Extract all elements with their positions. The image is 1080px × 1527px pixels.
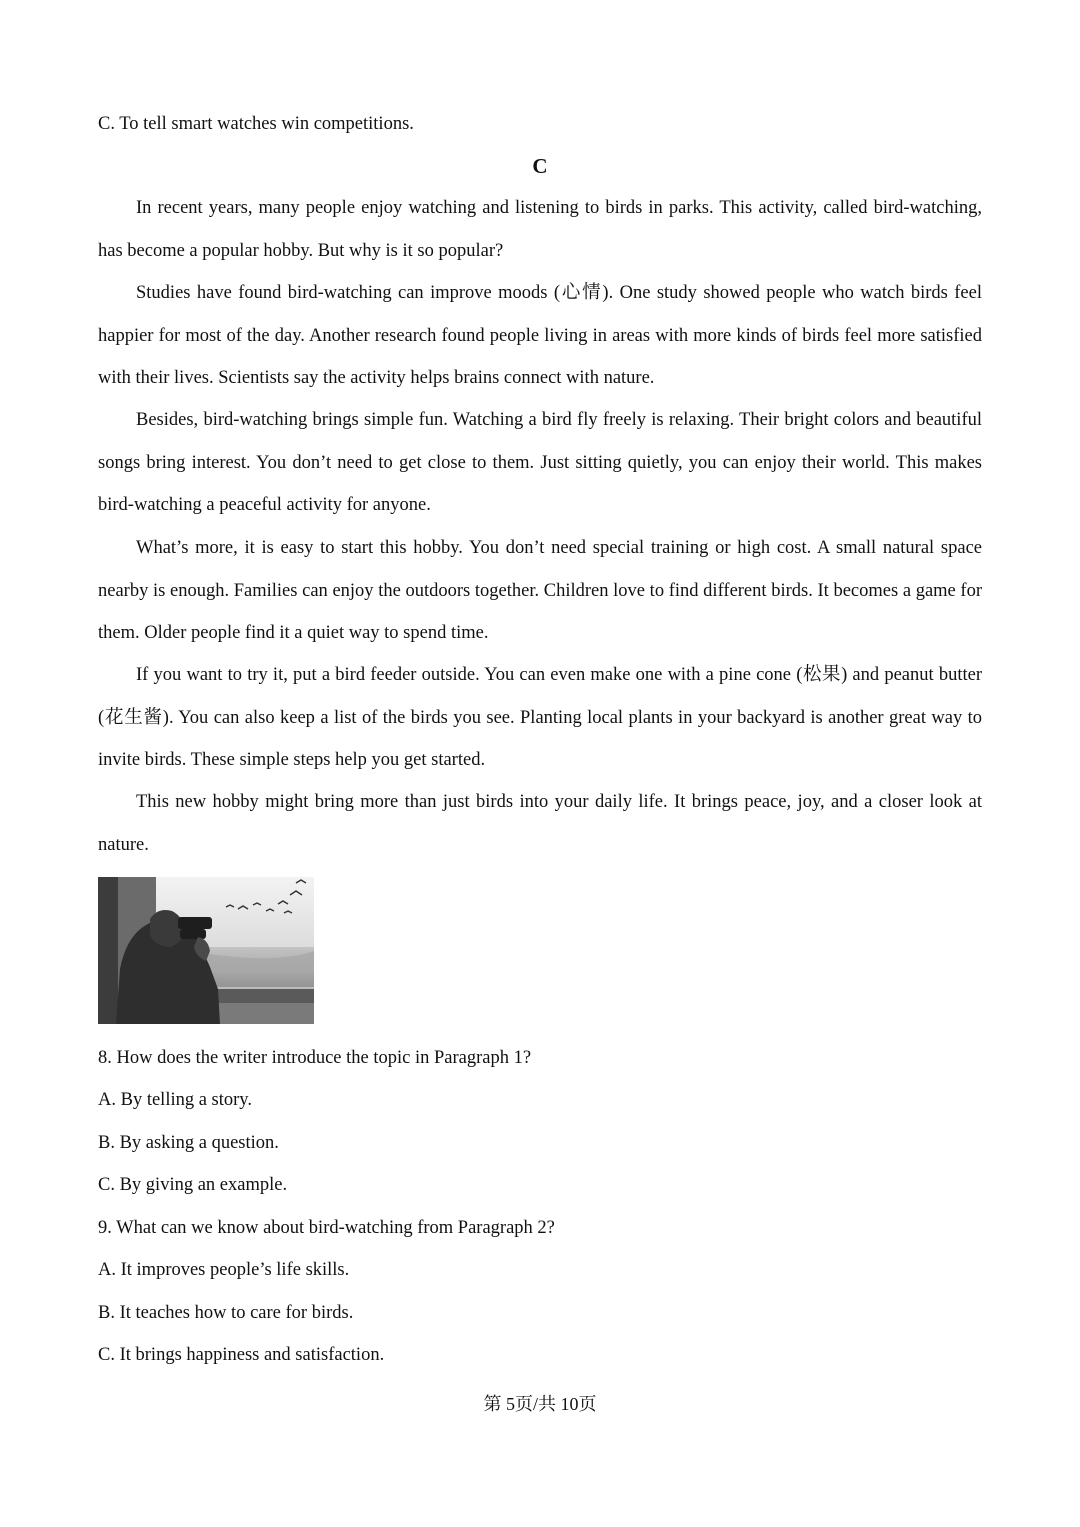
previous-question-option: C. To tell smart watches win competitions. — [98, 114, 414, 134]
paragraph-6: This new hobby might bring more than just birds into your daily life. It brings peace, joy, and a closer look at nature. — [98, 792, 982, 855]
question-8-option-c: C. By giving an example. — [98, 1175, 288, 1195]
paragraph-5: If you want to try it, put a bird feeder outside. You can even make one with a pine cone (松果) and peanut butter (花生酱). You can also keep a list of the birds you see. Planting local plants in your backyard is another great way to invite birds. These simple steps help you get started. — [98, 665, 982, 770]
question-9-option-a: A. It improves people’s life skills. — [98, 1260, 350, 1280]
question-8-option-b: B. By asking a question. — [98, 1133, 279, 1153]
paragraph-2: Studies have found bird-watching can improve moods (心情). One study showed people who watch birds feel happier for most of the day. Another research found people living in areas with more kinds of birds feel more satisfied with their lives. Scientists say the activity helps brains connect with nature. — [98, 283, 982, 388]
paragraph-1: In recent years, many people enjoy watching and listening to birds in parks. This activity, called bird-watching, has become a popular hobby. But why is it so popular? — [98, 198, 982, 261]
page-number-footer: 第 5页/共 10页 — [483, 1394, 597, 1414]
paragraph-3: Besides, bird-watching brings simple fun. Watching a bird fly freely is relaxing. Their bright colors and beautiful songs bring interest. You don’t need to get close to them. Just sitting quietly, you can enjoy their world. This makes bird-watching a peaceful activity for anyone. — [98, 410, 982, 515]
section-heading: C — [532, 154, 548, 178]
question-9-option-c: C. It brings happiness and satisfaction. — [98, 1345, 385, 1365]
question-8-option-a: A. By telling a story. — [98, 1090, 252, 1110]
question-9-option-b: B. It teaches how to care for birds. — [98, 1303, 354, 1323]
paragraph-4: What’s more, it is easy to start this hobby. You don’t need special training or high cost. A small natural space nearby is enough. Families can enjoy the outdoors together. Children love to find different birds. It becomes a game for them. Older people find it a quiet way to spend time. — [98, 538, 982, 643]
question-8-stem: 8. How does the writer introduce the topic in Paragraph 1? — [98, 1048, 532, 1068]
question-9-stem: 9. What can we know about bird-watching from Paragraph 2? — [98, 1218, 555, 1238]
bird-watching-photo — [98, 877, 314, 1024]
